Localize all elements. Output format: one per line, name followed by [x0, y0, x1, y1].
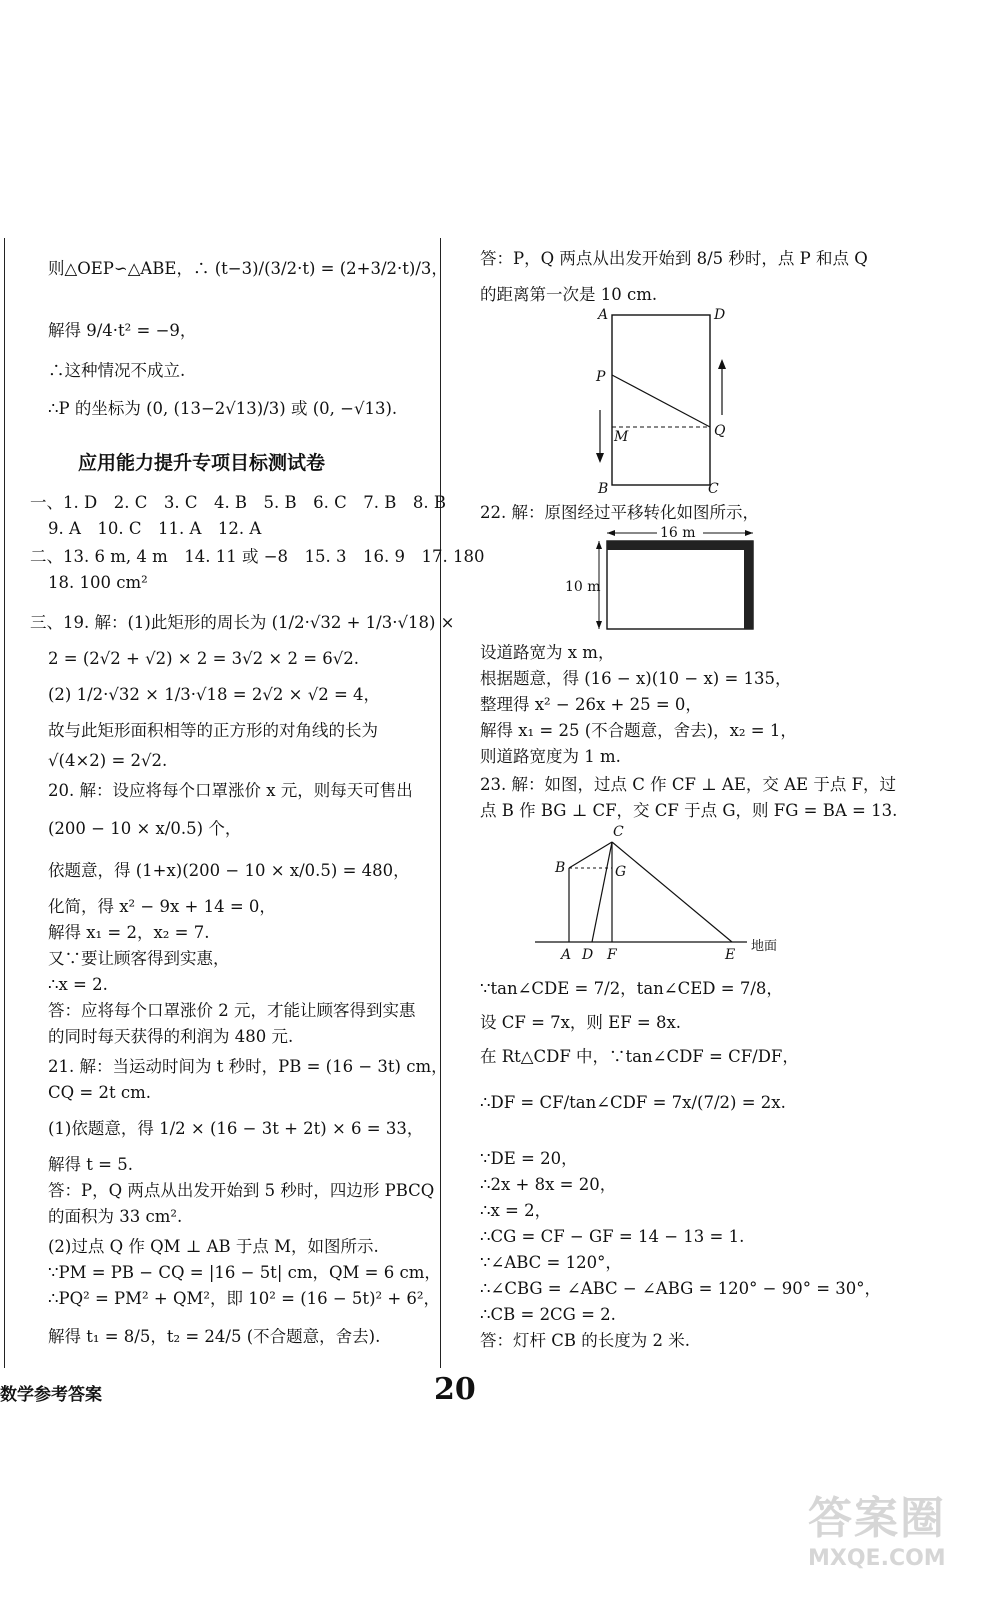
road-figure [565, 525, 765, 635]
text-line: 的同时每天获得的利润为 480 元. [48, 1027, 294, 1046]
text-line: 二、13. 6 m, 4 m 14. 11 或 −8 15. 3 16. 9 17. 180 [30, 547, 485, 566]
text-line: 解得 t = 5. [48, 1155, 133, 1174]
point-label: F [607, 947, 617, 962]
text-line: 设道路宽为 x m， [480, 643, 615, 662]
point-label: D [714, 307, 726, 323]
text-line: ∵∠ABC = 120°， [480, 1253, 622, 1272]
segment-ce [612, 842, 732, 942]
arrow-up-head [718, 359, 726, 369]
text-line: (200 − 10 × x/0.5) 个， [48, 819, 242, 838]
text-line: 整理得 x² − 26x + 25 = 0， [480, 695, 702, 714]
point-label: C [708, 481, 719, 495]
dim-arrow-top [596, 541, 602, 549]
point-label: G [615, 864, 627, 880]
text-line: 则道路宽度为 1 m. [480, 747, 621, 766]
text-line: 则△OEP∽△ABE，∴ (t−3)/(3/2·t) = (2+3/2·t)/3， [48, 259, 448, 278]
text-line: 一、1. D 2. C 3. C 4. B 5. B 6. C 7. B 8. B [30, 493, 447, 512]
text-line: 点 B 作 BG ⊥ CF，交 CF 于点 G，则 FG = BA = 13. [480, 801, 898, 820]
point-label: A [561, 947, 572, 962]
text-line: (2)过点 Q 作 QM ⊥ AB 于点 M，如图所示. [48, 1237, 379, 1256]
text-line: 21. 解：当运动时间为 t 秒时，PB = (16 − 3t) cm， [48, 1057, 448, 1076]
text-line: 的距离第一次是 10 cm. [480, 285, 658, 304]
dim-arrow-left [607, 530, 615, 536]
point-label: D [582, 947, 594, 962]
point-label: C [613, 824, 624, 840]
watermark-url: MXQE.COM [808, 1546, 946, 1571]
text-line: 23. 解：如图，过点 C 作 CF ⊥ AE，交 AE 于点 F，过 [480, 775, 897, 794]
text-line: 的面积为 33 cm². [48, 1207, 183, 1226]
text-line: 故与此矩形面积相等的正方形的对角线的长为 [48, 721, 378, 740]
rectangle-abcd [612, 315, 710, 485]
text-line: 设 CF = 7x，则 EF = 8x. [480, 1013, 682, 1032]
road-horizontal [607, 541, 753, 550]
text-line: 化简，得 x² − 9x + 14 = 0， [48, 897, 276, 916]
point-label: E [725, 947, 736, 962]
text-line: (1)依题意，得 1/2 × (16 − 3t + 2t) × 6 = 33， [48, 1119, 424, 1138]
text-line: 三、19. 解：(1)此矩形的周长为 (1/2·√32 + 1/3·√18) × [30, 613, 455, 632]
text-line: ∴CB = 2CG = 2. [480, 1305, 616, 1324]
text-line: ∴∠CBG = ∠ABC − ∠ABG = 120° − 90° = 30°， [480, 1279, 882, 1298]
column-divider [440, 238, 441, 1368]
section-heading: 应用能力提升专项目标测试卷 [78, 452, 326, 474]
point-label: B [555, 860, 566, 876]
watermark-logo-text: 答案圈 [808, 1493, 946, 1544]
point-label: A [598, 307, 609, 323]
text-line: 答：灯杆 CB 的长度为 2 米. [480, 1331, 690, 1350]
text-line: (2) 1/2·√32 × 1/3·√18 = 2√2 × √2 = 4， [48, 685, 381, 704]
text-line: CQ = 2t cm. [48, 1083, 151, 1102]
rectangle-figure [590, 305, 750, 495]
text-line: ∵PM = PB − CQ = |16 − 5t| cm，QM = 6 cm， [48, 1263, 441, 1282]
text-line: 解得 9/4·t² = −9， [48, 321, 197, 340]
segment-bc [569, 842, 612, 868]
text-line: ∴x = 2， [480, 1201, 552, 1220]
segment-cd [592, 842, 612, 942]
text-line: 答：P，Q 两点从出发开始到 8/5 秒时，点 P 和点 Q [480, 249, 868, 268]
text-line: ∴DF = CF/tan∠CDF = 7x/(7/2) = 2x. [480, 1093, 786, 1112]
text-line: 解得 t₁ = 8/5，t₂ = 24/5 (不合题意，舍去). [48, 1327, 381, 1346]
text-line: 18. 100 cm² [48, 573, 148, 592]
text-line: 解得 x₁ = 2，x₂ = 7. [48, 923, 210, 942]
text-line: ∵tan∠CDE = 7/2，tan∠CED = 7/8， [480, 979, 783, 998]
footer-subject: 数学参考答案 [0, 1385, 102, 1405]
text-line: 又∵要让顾客得到实惠， [48, 949, 230, 968]
text-line: ∴PQ² = PM² + QM²，即 10² = (16 − 5t)² + 6²， [48, 1289, 441, 1308]
text-line: 2 = (2√2 + √2) × 2 = 3√2 × 2 = 6√2. [48, 649, 360, 668]
text-line: ∵DE = 20， [480, 1149, 578, 1168]
width-label: 16 m [660, 525, 696, 541]
text-line: 根据题意，得 (16 − x)(10 − x) = 135， [480, 669, 792, 688]
dim-arrow-bottom [596, 621, 602, 629]
road-vertical [744, 541, 753, 629]
text-line: 22. 解：原图经过平移转化如图所示， [480, 503, 759, 522]
arrow-down-head [596, 453, 604, 463]
text-line: 9. A 10. C 11. A 12. A [48, 519, 262, 538]
text-line: ∴x = 2. [48, 975, 108, 994]
lamp-pole-figure [535, 822, 795, 962]
segment-pq [612, 375, 710, 427]
text-line: 解得 x₁ = 25 (不合题意，舍去)，x₂ = 1， [480, 721, 797, 740]
text-line: 依题意，得 (1+x)(200 − 10 × x/0.5) = 480， [48, 861, 410, 880]
text-line: 在 Rt△CDF 中，∵tan∠CDF = CF/DF， [480, 1047, 799, 1066]
height-label: 10 m [565, 579, 601, 595]
field-rectangle [607, 541, 753, 629]
text-line: ∴这种情况不成立. [48, 361, 186, 380]
ground-label: 地面 [751, 939, 778, 954]
page-number: 20 [434, 1372, 476, 1407]
text-line: 答：P，Q 两点从出发开始到 5 秒时，四边形 PBCQ [48, 1181, 435, 1200]
text-line: 20. 解：设应将每个口罩涨价 x 元，则每天可售出 [48, 781, 413, 800]
watermark [808, 1482, 978, 1592]
point-label: P [596, 369, 606, 385]
point-label: Q [714, 423, 726, 439]
dim-arrow-right [745, 530, 753, 536]
left-margin-rule [4, 238, 5, 1368]
text-line: ∴P 的坐标为 (0, (13−2√13)/3) 或 (0, −√13). [48, 399, 398, 418]
text-line: 答：应将每个口罩涨价 2 元，才能让顾客得到实惠 [48, 1001, 416, 1020]
text-line: ∴2x + 8x = 20， [480, 1175, 617, 1194]
point-label: B [598, 481, 609, 495]
point-label: M [614, 429, 629, 445]
text-line: ∴CG = CF − GF = 14 − 13 = 1. [480, 1227, 745, 1246]
text-line: √(4×2) = 2√2. [48, 751, 168, 770]
